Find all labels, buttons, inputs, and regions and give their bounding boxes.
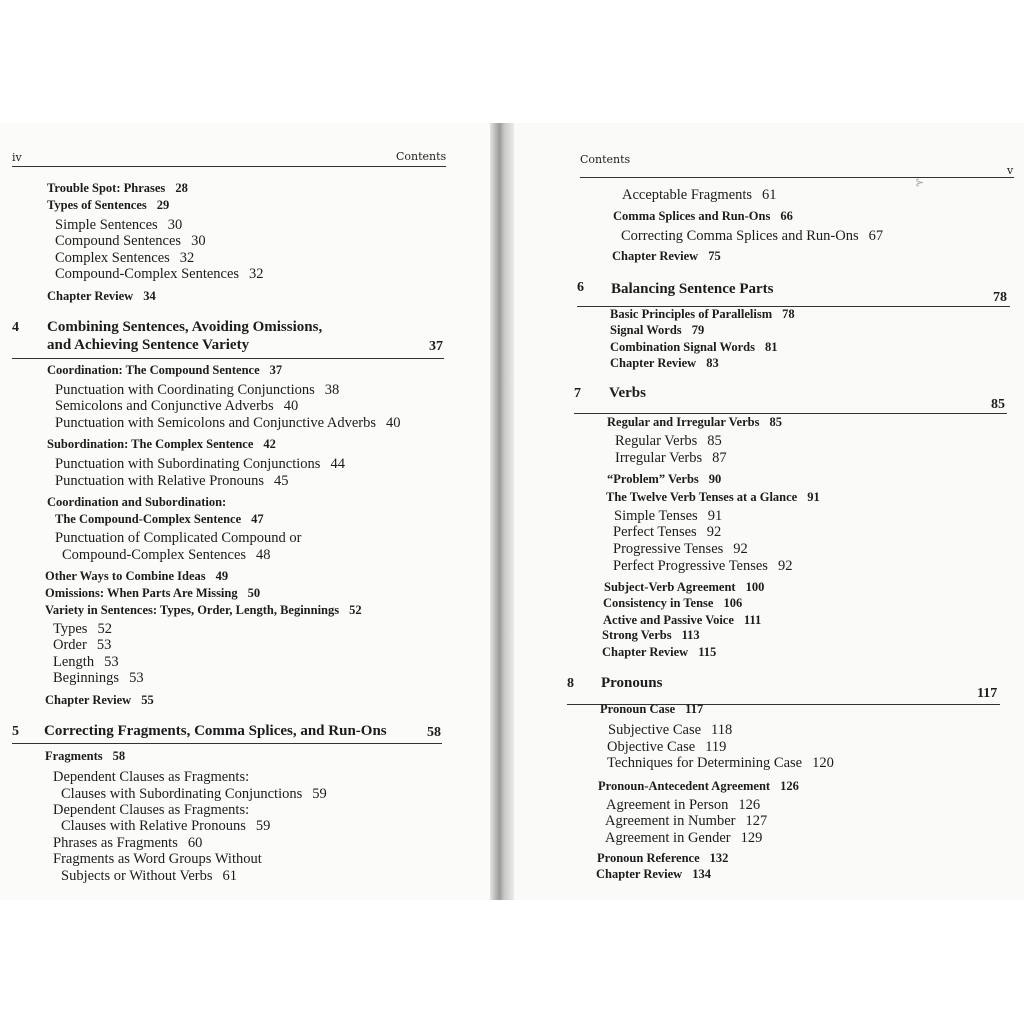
left-running-head: Contents [396,150,447,163]
chapter-rule [12,358,444,359]
toc-entry: Pronoun-Antecedent Agreement 126 [598,779,799,793]
toc-entry: Punctuation with Coordinating Conjunctions 38 [55,382,340,398]
toc-entry: Other Ways to Combine Ideas 49 [45,569,229,583]
toc-entry: Pronoun Case 117 [600,702,704,716]
toc-entry: Chapter Review 75 [612,249,721,263]
toc-entry: Subjective Case 118 [608,722,733,738]
toc-entry: Correcting Comma Splices and Run-Ons 67 [621,228,884,244]
toc-entry: Strong Verbs 113 [602,628,700,642]
toc-entry: Simple Sentences 30 [55,217,183,233]
toc-entry: Combination Signal Words 81 [610,340,778,354]
toc-entry: Length 53 [53,654,119,670]
chapter-title: and Achieving Sentence Variety [47,337,250,353]
toc-entry: Acceptable Fragments 61 [622,187,777,203]
chapter-title: Correcting Fragments, Comma Splices, and Run-Ons [44,723,387,739]
chapter-title: Combining Sentences, Avoiding Omissions, [47,319,323,335]
left-page-number: iv [12,151,22,164]
toc-entry: Omissions: When Parts Are Missing 50 [45,586,261,600]
toc-entry: Chapter Review 34 [47,289,156,303]
chapter-number: 4 [12,320,19,335]
chapter-number: 6 [577,280,584,295]
toc-entry: Types 52 [53,621,112,637]
chapter-title: Balancing Sentence Parts [611,281,774,297]
toc-entry: Complex Sentences 32 [55,250,195,266]
toc-entry: Order 53 [53,637,112,653]
toc-entry: Perfect Tenses 92 [613,524,722,540]
toc-entry: Chapter Review 83 [610,356,719,370]
toc-entry: Fragments 58 [45,749,126,763]
toc-entry: Beginnings 53 [53,670,144,686]
toc-entry: The Compound-Complex Sentence 47 [55,512,264,526]
toc-entry: Subject-Verb Agreement 100 [604,580,765,594]
left-header-rule [12,166,446,167]
chapter-page: 117 [977,686,998,701]
toc-entry: Subjects or Without Verbs 61 [61,868,238,884]
toc-entry: Dependent Clauses as Fragments: [53,769,250,785]
toc-entry: Clauses with Relative Pronouns 59 [61,818,271,834]
toc-entry: Agreement in Person 126 [606,797,761,813]
toc-entry: Fragments as Word Groups Without [53,851,262,867]
toc-entry: Punctuation with Semicolons and Conjunctive Adverbs 40 [55,415,401,431]
toc-entry: Coordination and Subordination: [47,495,227,509]
toc-entry: Types of Sentences 29 [47,198,170,212]
toc-entry: Coordination: The Compound Sentence 37 [47,363,283,377]
chapter-page: 58 [427,725,441,740]
right-header-rule [580,177,1014,178]
toc-entry: The Twelve Verb Tenses at a Glance 91 [606,490,820,504]
toc-entry: Regular and Irregular Verbs 85 [607,415,782,429]
toc-entry: Pronoun Reference 132 [597,851,729,865]
chapter-rule [574,413,1007,414]
toc-entry: Active and Passive Voice 111 [603,613,762,627]
toc-entry: Semicolons and Conjunctive Adverbs 40 [55,398,299,414]
toc-entry: Agreement in Gender 129 [605,830,763,846]
toc-entry: Trouble Spot: Phrases 28 [47,181,188,195]
toc-entry: Chapter Review 134 [596,867,711,881]
toc-entry: Progressive Tenses 92 [613,541,748,557]
chapter-title: Pronouns [601,675,663,691]
chapter-number: 7 [574,386,581,401]
toc-entry: Compound Sentences 30 [55,233,206,249]
toc-entry: Signal Words 79 [610,323,705,337]
toc-entry: Dependent Clauses as Fragments: [53,802,250,818]
toc-entry: Agreement in Number 127 [605,813,768,829]
toc-entry: Punctuation with Subordinating Conjunctions 44 [55,456,345,472]
toc-entry: Techniques for Determining Case 120 [607,755,834,771]
chapter-rule [12,743,442,744]
toc-entry: Irregular Verbs 87 [615,450,727,466]
toc-entry: Punctuation of Complicated Compound or [55,530,302,546]
toc-entry: Compound-Complex Sentences 48 [62,547,271,563]
chapter-number: 8 [567,676,574,691]
toc-entry: “Problem” Verbs 90 [607,472,722,486]
toc-entry: Compound-Complex Sentences 32 [55,266,264,282]
toc-entry: Chapter Review 115 [602,645,717,659]
chapter-page: 78 [993,290,1007,305]
toc-entry: Subordination: The Complex Sentence 42 [47,437,276,451]
toc-entry: Chapter Review 55 [45,693,154,707]
toc-entry: Punctuation with Relative Pronouns 45 [55,473,289,489]
book-gutter [490,123,514,900]
chapter-page: 37 [429,339,443,354]
toc-entry: Consistency in Tense 106 [603,596,743,610]
chapter-page: 85 [991,397,1005,412]
toc-entry: Clauses with Subordinating Conjunctions 59 [61,786,327,802]
toc-entry: Variety in Sentences: Types, Order, Length, Beginnings 52 [45,603,362,617]
toc-entry: Basic Principles of Parallelism 78 [610,307,795,321]
chapter-title: Verbs [609,385,646,401]
toc-entry: Phrases as Fragments 60 [53,835,203,851]
toc-entry: Regular Verbs 85 [615,433,722,449]
toc-entry: Perfect Progressive Tenses 92 [613,558,793,574]
right-running-head: Contents [580,153,631,166]
pencil-mark: ⊱ [915,176,925,189]
toc-entry: Objective Case 119 [607,739,727,755]
toc-entry: Simple Tenses 91 [614,508,723,524]
right-page-number: v [1007,164,1014,177]
toc-entry: Comma Splices and Run-Ons 66 [613,209,793,223]
chapter-number: 5 [12,724,19,739]
